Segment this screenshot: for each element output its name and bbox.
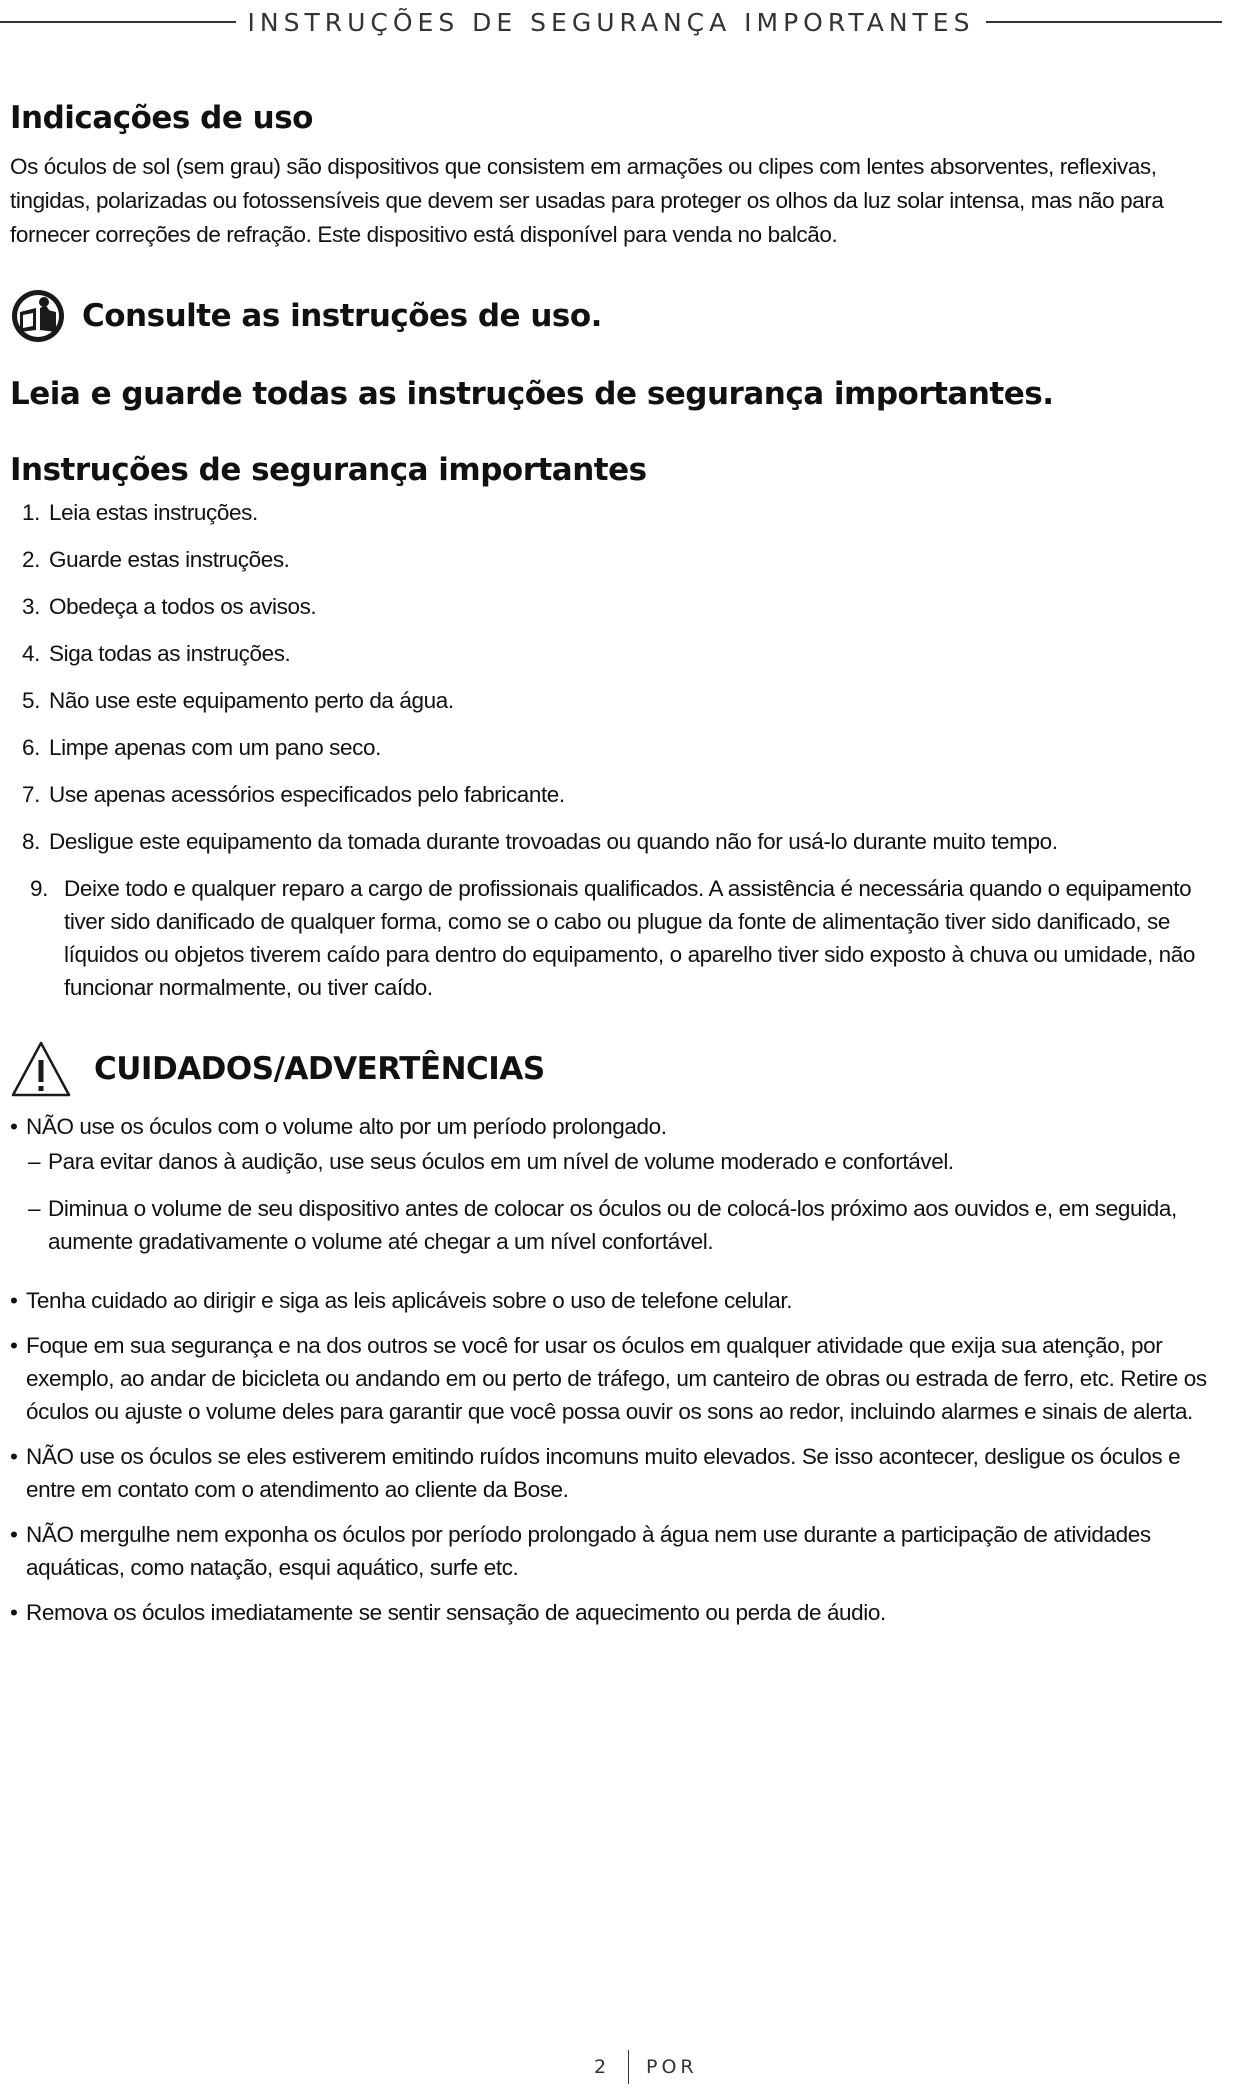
bullet-marker: • — [10, 1600, 18, 1625]
language-code: POR — [646, 2056, 698, 2078]
safety-item-number: 2. — [22, 547, 40, 572]
instructions-book-icon — [10, 288, 66, 344]
header-rule-left — [0, 21, 236, 23]
safety-item-number: 4. — [22, 641, 40, 666]
safety-item-number: 1. — [22, 500, 40, 525]
safety-item-text: Leia estas instruções. — [49, 500, 258, 525]
safety-item-text: Guarde estas instruções. — [49, 547, 290, 572]
caution-bullet — [10, 1284, 1222, 1317]
caution-bullet — [10, 1596, 1222, 1629]
sub-item-dash: – — [28, 1149, 41, 1174]
caution-sub-item-text: Para evitar danos à audição, use seus óculos em um nível de volume moderado e confortável. — [48, 1149, 954, 1174]
caution-sub-item — [28, 1145, 1222, 1178]
safety-item — [10, 590, 1222, 623]
safety-item — [10, 684, 1222, 717]
caution-bullet-body — [26, 1110, 1222, 1272]
safety-item-number: 3. — [22, 594, 40, 619]
safety-item-number: 8. — [22, 829, 40, 854]
page-footer — [0, 2050, 1234, 2084]
page-header — [0, 4, 1222, 40]
safety-item-text: Siga todas as instruções. — [49, 641, 291, 666]
safety-item — [10, 731, 1222, 764]
caution-bullet — [10, 1329, 1222, 1428]
caution-header — [10, 1034, 1222, 1104]
caution-bullet-text: Remova os óculos imediatamente se sentir sensação de aquecimento ou perda de áudio. — [26, 1600, 886, 1625]
caution-sub-list — [10, 1145, 1222, 1258]
indications-text: Os óculos de sol (sem grau) são dispositivos que consistem em armações ou clipes com lentes absorventes, reflexivas, tingidas, polarizadas ou fotossensíveis que devem ser usadas para proteger os olhos da luz solar intensa, mas não para fornecer correções de refração. Este dispositivo está disponível para venda no balcão. — [10, 154, 1164, 247]
header-rule-right — [986, 21, 1222, 23]
consult-text: Consulte as instruções de uso. — [82, 298, 602, 334]
safety-item-number: 9. — [30, 876, 48, 901]
caution-heading: CUIDADOS/ADVERTÊNCIAS — [94, 1051, 545, 1087]
safety-item-text: Limpe apenas com um pano seco. — [49, 735, 381, 760]
safety-item — [10, 543, 1222, 576]
safety-item-text: Desligue este equipamento da tomada durante trovoadas ou quando não for usá-lo durante muito tempo. — [49, 829, 1058, 854]
bullet-marker: • — [10, 1114, 18, 1139]
caution-sub-item — [28, 1192, 1222, 1258]
caution-bullet-text: NÃO mergulhe nem exponha os óculos por período prolongado à água nem use durante a participação de atividades aquáticas, como natação, esqui aquático, surfe etc. — [26, 1522, 1151, 1580]
bullet-marker: • — [10, 1522, 18, 1547]
caution-bullet-body — [26, 1518, 1222, 1584]
caution-bullet-body — [26, 1329, 1222, 1428]
caution-bullet-text: Tenha cuidado ao dirigir e siga as leis aplicáveis sobre o uso de telefone celular. — [26, 1288, 793, 1313]
safety-item-text: Use apenas acessórios especificados pelo fabricante. — [49, 782, 565, 807]
indications-heading: Indicações de uso — [10, 100, 313, 136]
caution-bullet-text: NÃO use os óculos com o volume alto por um período prolongado. — [26, 1114, 667, 1139]
header-title: INSTRUÇÕES DE SEGURANÇA IMPORTANTES — [247, 7, 975, 37]
caution-bullet — [10, 1440, 1222, 1506]
safety-item-number: 6. — [22, 735, 40, 760]
footer-separator — [628, 2050, 629, 2084]
caution-bullet — [10, 1110, 1222, 1272]
consult-instructions — [10, 286, 1222, 346]
safety-item-text: Não use este equipamento perto da água. — [49, 688, 454, 713]
safety-item — [10, 496, 1222, 529]
caution-bullet-body — [26, 1284, 1222, 1317]
safety-item-number: 5. — [22, 688, 40, 713]
page-number: 2 — [594, 2056, 607, 2078]
caution-bullet-body — [26, 1596, 1222, 1629]
safety-heading: Instruções de segurança importantes — [10, 452, 647, 488]
safety-item-number: 7. — [22, 782, 40, 807]
bullet-marker: • — [10, 1288, 18, 1313]
warning-triangle-icon — [10, 1040, 72, 1098]
caution-sub-item-text: Diminua o volume de seu dispositivo antes de colocar os óculos ou de colocá-los próximo aos ouvidos e, em seguida, aumente gradativamente o volume até chegar a um nível confortável. — [48, 1196, 1177, 1254]
safety-list — [10, 496, 1222, 1004]
caution-bullet — [10, 1518, 1222, 1584]
safety-item-text: Obedeça a todos os avisos. — [49, 594, 317, 619]
safety-item — [10, 872, 1222, 1004]
keep-instructions-notice: Leia e guarde todas as instruções de segurança importantes. — [10, 376, 1054, 412]
caution-bullet-text: NÃO use os óculos se eles estiverem emitindo ruídos incomuns muito elevados. Se isso acontecer, desligue os óculos e entre em contato com o atendimento ao cliente da Bose. — [26, 1444, 1181, 1502]
caution-list — [10, 1110, 1222, 1629]
caution-bullet-text: Foque em sua segurança e na dos outros se você for usar os óculos em qualquer atividade que exija sua atenção, por exemplo, ao andar de bicicleta ou andando em ou perto de tráfego, um canteiro de obras ou estrada de ferro, etc. Retire os óculos ou ajuste o volume deles para garantir que você possa ouvir os sons ao redor, incluindo alarmes e sinais de alerta. — [26, 1333, 1207, 1424]
safety-item — [10, 778, 1222, 811]
safety-item — [10, 637, 1222, 670]
safety-item-text: Deixe todo e qualquer reparo a cargo de profissionais qualificados. A assistência é necessária quando o equipamento tiver sido danificado de qualquer forma, como se o cabo ou plugue da fonte de alimentação tiver sido danificado, se líquidos ou objetos tiverem caído para dentro do equipamento, o aparelho tiver sido exposto à chuva ou umidade, não funcionar normalmente, ou tiver caído. — [64, 876, 1196, 1000]
bullet-marker: • — [10, 1333, 18, 1358]
safety-item — [10, 825, 1222, 858]
page-content — [10, 100, 1222, 1641]
sub-item-dash: – — [28, 1196, 41, 1221]
bullet-marker: • — [10, 1444, 18, 1469]
caution-bullet-body — [26, 1440, 1222, 1506]
